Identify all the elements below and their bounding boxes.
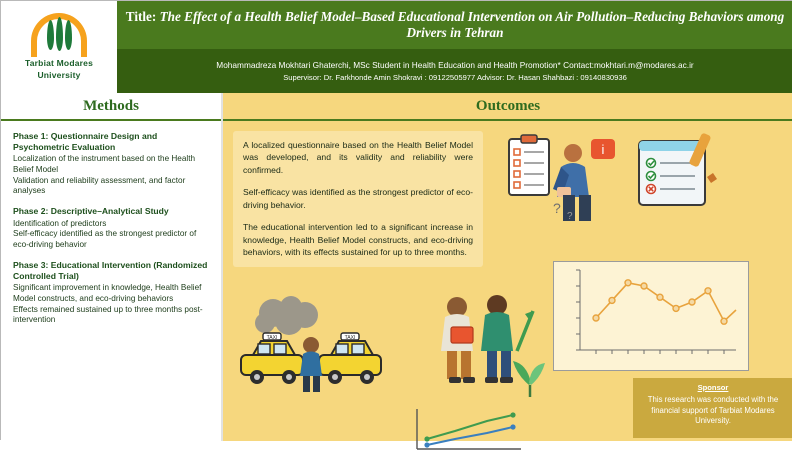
methods-heading: Methods (1, 93, 221, 121)
svg-text:?: ? (567, 211, 573, 222)
title-label: Title: (125, 8, 157, 24)
svg-text:i: i (601, 142, 605, 157)
phase-line: Identification of predictors (13, 218, 107, 228)
methods-column (1, 93, 223, 441)
two-people-illustration-icon (421, 281, 551, 411)
outcomes-heading: Outcomes (223, 93, 792, 121)
methods-body (1, 121, 221, 341)
methods-phase-3 (13, 260, 211, 326)
sponsor-text: This research was conducted with the financial support of Tarbiat Modares University. (647, 395, 779, 426)
sponsor-title: Sponsor (697, 383, 729, 392)
phase-line: Localization of the instrument based on the Health Belief Model (13, 154, 196, 175)
phase-line: Validation and reliability assessment, and factor analyses (13, 175, 186, 196)
poster-columns (1, 93, 792, 441)
taxi-illustration-icon (233, 293, 413, 413)
phase-title: Phase 2: Descriptive–Analytical Study (13, 206, 169, 217)
methods-phase-1 (13, 131, 211, 197)
phase-title: Phase 1: Questionnaire Design and Psychometric Evaluation (13, 131, 158, 152)
authors-line: Mohammadreza Mokhtari Ghaterchi, MSc Student in Health Education and Health Promotion* Contact:mokhtari.m@modares.ac.ir (216, 60, 694, 70)
title-bar (117, 1, 792, 49)
authors-bar (117, 49, 792, 93)
results-line-chart (553, 261, 749, 371)
clipboard-illustration-icon (501, 133, 621, 223)
phase-line: Self-efficacy identified as the strongest predictor of eco-driving behavior (13, 229, 197, 250)
outcome-paragraph: Self-efficacy was identified as the strongest predictor of eco-driving behavior. (243, 187, 473, 210)
outcome-paragraph: A localized questionnaire based on the Health Belief Model was developed, and its validity and reliability were confirmed. (243, 140, 473, 175)
svg-text:TAXI: TAXI (344, 335, 356, 341)
methods-phase-2 (13, 206, 211, 251)
poster-title: The Effect of a Health Belief Model–Based Educational Intervention on Air Pollution–Reducing Behaviors among Drivers in Tehran (159, 8, 785, 40)
university-logo (1, 1, 117, 93)
poster-header (1, 1, 792, 93)
university-name-line2: University (37, 70, 81, 80)
phase-title: Phase 3: Educational Intervention (Randomized Controlled Trial) (13, 259, 208, 281)
checklist-illustration-icon (629, 131, 725, 217)
sponsor-box (633, 378, 792, 438)
university-name-line1: Tarbiat Modares (24, 58, 94, 69)
svg-text:?: ? (553, 200, 561, 216)
supervisors-line: Supervisor: Dr. Farkhonde Amin Shokravi : 09122505977 Advisor: Dr. Hasan Shahbazi : 09140830936 (283, 73, 627, 82)
phase-line: Significant improvement in knowledge, Health Belief Model constructs, and eco-driving behaviors (13, 283, 202, 303)
svg-text:TAXI: TAXI (266, 335, 278, 341)
outcomes-column (223, 93, 792, 441)
phase-line: Effects remained sustained up to three months post-intervention (13, 304, 203, 325)
outcomes-text-block (233, 131, 483, 267)
mini-line-chart-illustration-icon (409, 405, 529, 457)
outcome-paragraph: The educational intervention led to a significant increase in knowledge, Health Belief Model constructs, and eco-driving behaviors, with its effects sustained for up to three months. (243, 222, 473, 258)
university-emblem-icon (31, 13, 87, 57)
